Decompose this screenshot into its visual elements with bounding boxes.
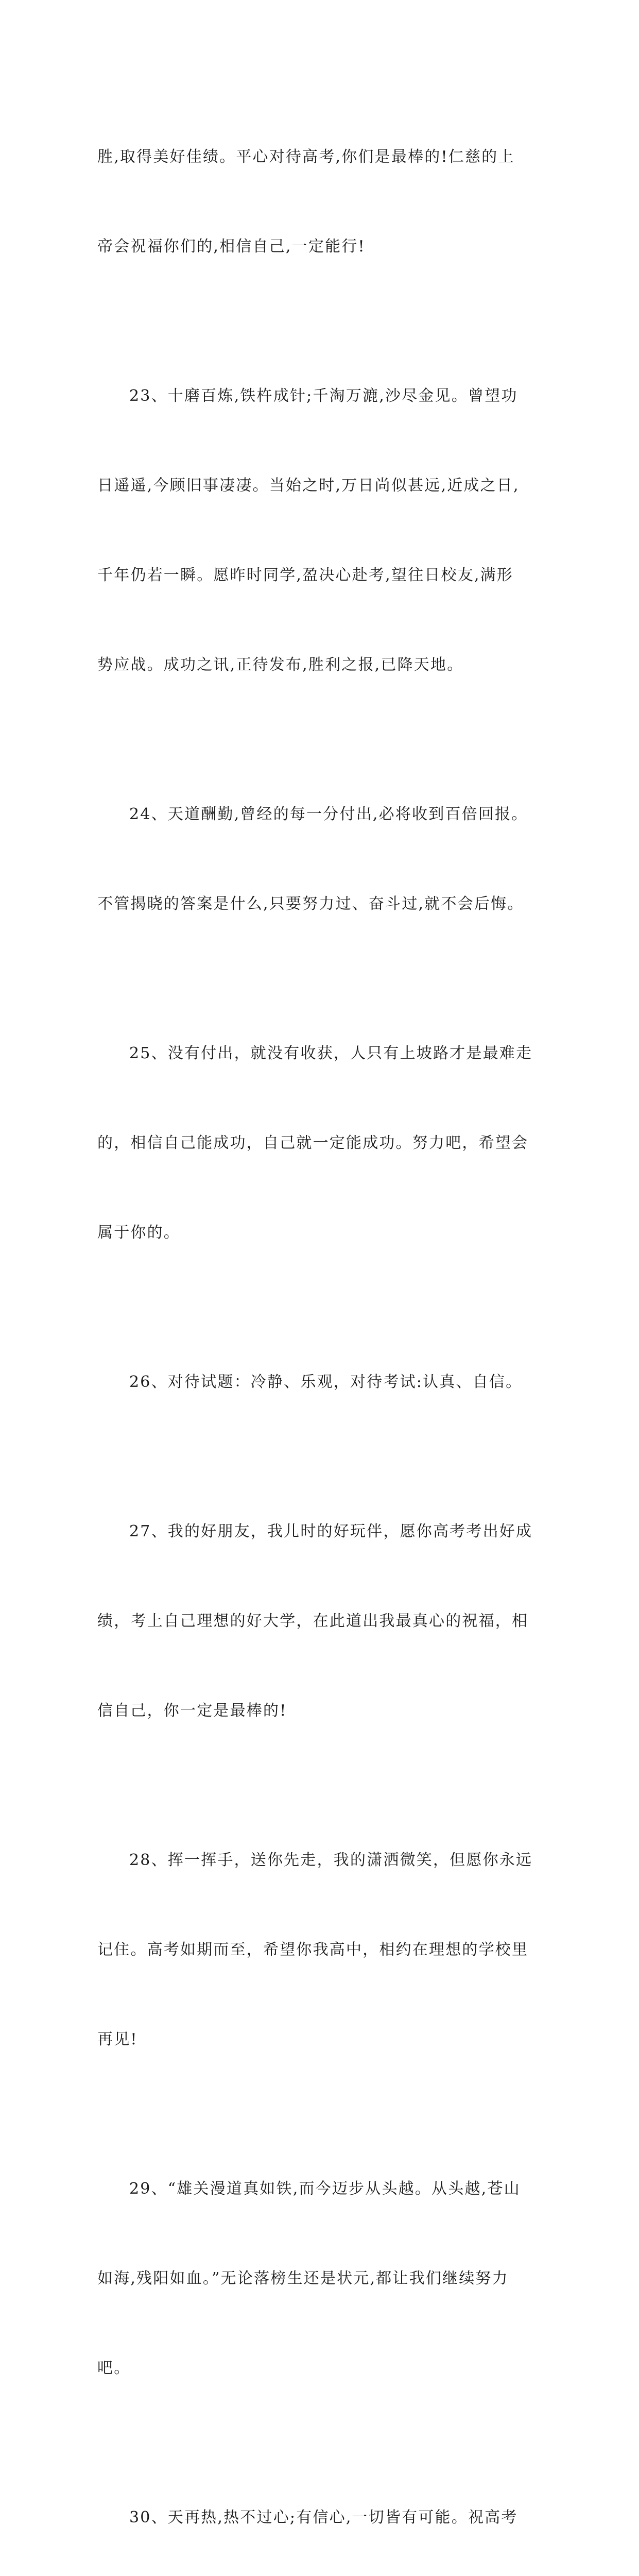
paragraph-item-26 [97,1308,550,1457]
paragraph-item-27 [97,1457,550,1786]
text-line: 29、“雄关漫道真如铁,而今迈步从头越。从头越,苍山 [129,2180,521,2198]
paragraph-item-25 [97,979,550,1308]
text-line: 的，相信自己能成功，自己就一定能成功。努力吧，希望会 [97,1134,529,1152]
text-line: 27、我的好朋友，我儿时的好玩伴，愿你高考考出好成 [129,1522,533,1540]
paragraph-continuation [97,82,550,321]
text-line: 26、对待试题：冷静、乐观，对待考试:认真、自信。 [129,1373,523,1391]
text-line: 30、天再热,热不过心;有信心,一切皆有可能。祝高考 [129,2509,518,2527]
text-line: 帝会祝福你们的,相信自己,一定能行! [97,238,366,256]
text-line: 势应战。成功之讯,正待发布,胜利之报,已降天地。 [97,656,464,674]
text-line: 千年仍若一瞬。愿昨时同学,盈决心赴考,望往日校友,满形 [97,566,514,584]
text-line: 如海,残阳如血。”无论落榜生还是状元,都让我们继续努力 [97,2269,509,2287]
text-line: 28、挥一挥手，送你先走，我的潇洒微笑，但愿你永远 [129,1851,533,1869]
paragraph-item-28 [97,1786,550,2114]
text-line: 再见! [97,2030,138,2048]
text-line: 胜,取得美好佳绩。平心对待高考,你们是最棒的!仁慈的上 [97,148,515,166]
document-body [97,82,550,2576]
paragraph-item-29 [97,2114,550,2443]
paragraph-item-24 [97,740,550,979]
text-line: 23、十磨百炼,铁杵成针;千淘万漉,沙尽金见。曾望功 [129,387,518,405]
paragraph-item-30 [97,2443,550,2576]
text-line: 绩，考上自己理想的好大学，在此道出我最真心的祝福，相 [97,1612,529,1630]
text-line: 吧。 [97,2359,131,2377]
text-line: 不管揭晓的答案是什么,只要努力过、奋斗过,就不会后悔。 [97,895,524,913]
text-line: 24、天道酬勤,曾经的每一分付出,必将收到百倍回报。 [129,805,528,823]
text-line: 记住。高考如期而至，希望你我高中，相约在理想的学校里 [97,1941,529,1959]
paragraph-item-23 [97,321,550,740]
text-line: 属于你的。 [97,1224,180,1242]
text-line: 日遥遥,今顾旧事凄凄。当始之时,万日尚似甚远,近成之日, [97,477,520,495]
text-line: 信自己，你一定是最棒的! [97,1702,287,1720]
text-line: 25、没有付出，就没有收获，人只有上坡路才是最难走 [129,1044,533,1062]
